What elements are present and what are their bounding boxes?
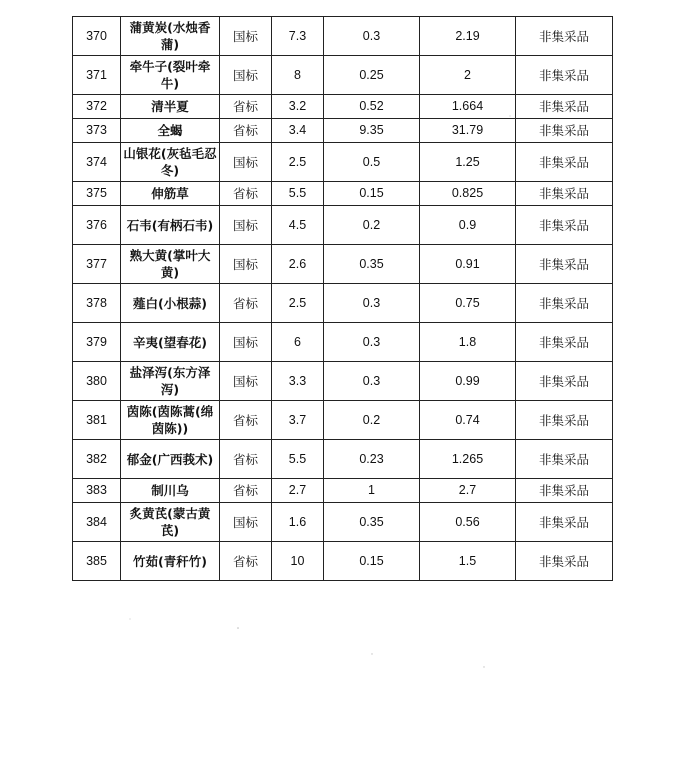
quantity-cell: 0.3 <box>324 323 420 362</box>
amount-cell: 0.91 <box>420 245 516 284</box>
herb-name-cell: 蒲黄炭(水烛香蒲) <box>121 17 220 56</box>
herb-name-cell: 竹茹(青秆竹) <box>121 542 220 581</box>
quantity-cell: 0.2 <box>324 206 420 245</box>
herb-name-cell: 牵牛子(裂叶牵牛) <box>121 56 220 95</box>
herb-name-cell: 辛夷(望春花) <box>121 323 220 362</box>
amount-cell: 0.56 <box>420 503 516 542</box>
standard-cell: 国标 <box>220 206 272 245</box>
quantity-cell: 0.3 <box>324 284 420 323</box>
amount-cell: 0.75 <box>420 284 516 323</box>
procurement-type-cell: 非集采品 <box>516 143 613 182</box>
unit-price-cell: 10 <box>272 542 324 581</box>
herb-name-cell: 石韦(有柄石韦) <box>121 206 220 245</box>
standard-cell: 国标 <box>220 17 272 56</box>
row-number-cell: 384 <box>73 503 121 542</box>
standard-cell: 国标 <box>220 245 272 284</box>
quantity-cell: 0.35 <box>324 245 420 284</box>
row-number-cell: 375 <box>73 182 121 206</box>
row-number-cell: 373 <box>73 119 121 143</box>
quantity-cell: 0.3 <box>324 17 420 56</box>
unit-price-cell: 3.3 <box>272 362 324 401</box>
herb-name-cell: 薤白(小根蒜) <box>121 284 220 323</box>
unit-price-cell: 4.5 <box>272 206 324 245</box>
unit-price-cell: 3.4 <box>272 119 324 143</box>
procurement-type-cell: 非集采品 <box>516 119 613 143</box>
row-number-cell: 380 <box>73 362 121 401</box>
unit-price-cell: 2.5 <box>272 143 324 182</box>
herb-name-cell: 伸筋草 <box>121 182 220 206</box>
unit-price-cell: 2.7 <box>272 479 324 503</box>
row-number-cell: 377 <box>73 245 121 284</box>
procurement-type-cell: 非集采品 <box>516 323 613 362</box>
quantity-cell: 0.23 <box>324 440 420 479</box>
quantity-cell: 0.15 <box>324 182 420 206</box>
amount-cell: 1.664 <box>420 95 516 119</box>
quantity-cell: 0.25 <box>324 56 420 95</box>
quantity-cell: 9.35 <box>324 119 420 143</box>
herb-name-cell: 熟大黄(掌叶大黄) <box>121 245 220 284</box>
row-number-cell: 379 <box>73 323 121 362</box>
amount-cell: 2 <box>420 56 516 95</box>
procurement-type-cell: 非集采品 <box>516 542 613 581</box>
herb-name-cell: 炙黄芪(蒙古黄芪) <box>121 503 220 542</box>
standard-cell: 省标 <box>220 542 272 581</box>
standard-cell: 省标 <box>220 401 272 440</box>
herb-name-cell: 山银花(灰毡毛忍冬) <box>121 143 220 182</box>
quantity-cell: 0.3 <box>324 362 420 401</box>
quantity-cell: 0.5 <box>324 143 420 182</box>
quantity-cell: 0.52 <box>324 95 420 119</box>
row-number-cell: 385 <box>73 542 121 581</box>
row-number-cell: 376 <box>73 206 121 245</box>
amount-cell: 1.8 <box>420 323 516 362</box>
quantity-cell: 0.15 <box>324 542 420 581</box>
procurement-type-cell: 非集采品 <box>516 95 613 119</box>
procurement-type-cell: 非集采品 <box>516 206 613 245</box>
amount-cell: 2.7 <box>420 479 516 503</box>
standard-cell: 国标 <box>220 56 272 95</box>
standard-cell: 省标 <box>220 119 272 143</box>
standard-cell: 省标 <box>220 479 272 503</box>
herb-name-cell: 茵陈(茵陈蒿(绵茵陈)) <box>121 401 220 440</box>
amount-cell: 0.9 <box>420 206 516 245</box>
standard-cell: 国标 <box>220 143 272 182</box>
procurement-type-cell: 非集采品 <box>516 503 613 542</box>
procurement-type-cell: 非集采品 <box>516 440 613 479</box>
herb-name-cell: 制川乌 <box>121 479 220 503</box>
standard-cell: 省标 <box>220 284 272 323</box>
amount-cell: 0.99 <box>420 362 516 401</box>
row-number-cell: 371 <box>73 56 121 95</box>
row-number-cell: 382 <box>73 440 121 479</box>
procurement-type-cell: 非集采品 <box>516 56 613 95</box>
herb-name-cell: 盐泽泻(东方泽泻) <box>121 362 220 401</box>
row-number-cell: 372 <box>73 95 121 119</box>
unit-price-cell: 1.6 <box>272 503 324 542</box>
row-number-cell: 370 <box>73 17 121 56</box>
standard-cell: 国标 <box>220 362 272 401</box>
procurement-type-cell: 非集采品 <box>516 245 613 284</box>
procurement-type-cell: 非集采品 <box>516 479 613 503</box>
amount-cell: 0.74 <box>420 401 516 440</box>
amount-cell: 1.25 <box>420 143 516 182</box>
standard-cell: 省标 <box>220 182 272 206</box>
procurement-type-cell: 非集采品 <box>516 284 613 323</box>
herb-name-cell: 清半夏 <box>121 95 220 119</box>
unit-price-cell: 2.6 <box>272 245 324 284</box>
amount-cell: 1.5 <box>420 542 516 581</box>
procurement-type-cell: 非集采品 <box>516 182 613 206</box>
unit-price-cell: 8 <box>272 56 324 95</box>
row-number-cell: 383 <box>73 479 121 503</box>
unit-price-cell: 6 <box>272 323 324 362</box>
unit-price-cell: 7.3 <box>272 17 324 56</box>
herb-name-cell: 全蝎 <box>121 119 220 143</box>
quantity-cell: 0.35 <box>324 503 420 542</box>
row-number-cell: 381 <box>73 401 121 440</box>
standard-cell: 国标 <box>220 323 272 362</box>
quantity-cell: 1 <box>324 479 420 503</box>
amount-cell: 1.265 <box>420 440 516 479</box>
procurement-type-cell: 非集采品 <box>516 362 613 401</box>
standard-cell: 省标 <box>220 440 272 479</box>
unit-price-cell: 5.5 <box>272 182 324 206</box>
standard-cell: 省标 <box>220 95 272 119</box>
procurement-type-cell: 非集采品 <box>516 401 613 440</box>
standard-cell: 国标 <box>220 503 272 542</box>
amount-cell: 31.79 <box>420 119 516 143</box>
unit-price-cell: 3.7 <box>272 401 324 440</box>
row-number-cell: 374 <box>73 143 121 182</box>
unit-price-cell: 3.2 <box>272 95 324 119</box>
herb-name-cell: 郁金(广西莪术) <box>121 440 220 479</box>
unit-price-cell: 2.5 <box>272 284 324 323</box>
amount-cell: 0.825 <box>420 182 516 206</box>
row-number-cell: 378 <box>73 284 121 323</box>
amount-cell: 2.19 <box>420 17 516 56</box>
unit-price-cell: 5.5 <box>272 440 324 479</box>
quantity-cell: 0.2 <box>324 401 420 440</box>
procurement-type-cell: 非集采品 <box>516 17 613 56</box>
